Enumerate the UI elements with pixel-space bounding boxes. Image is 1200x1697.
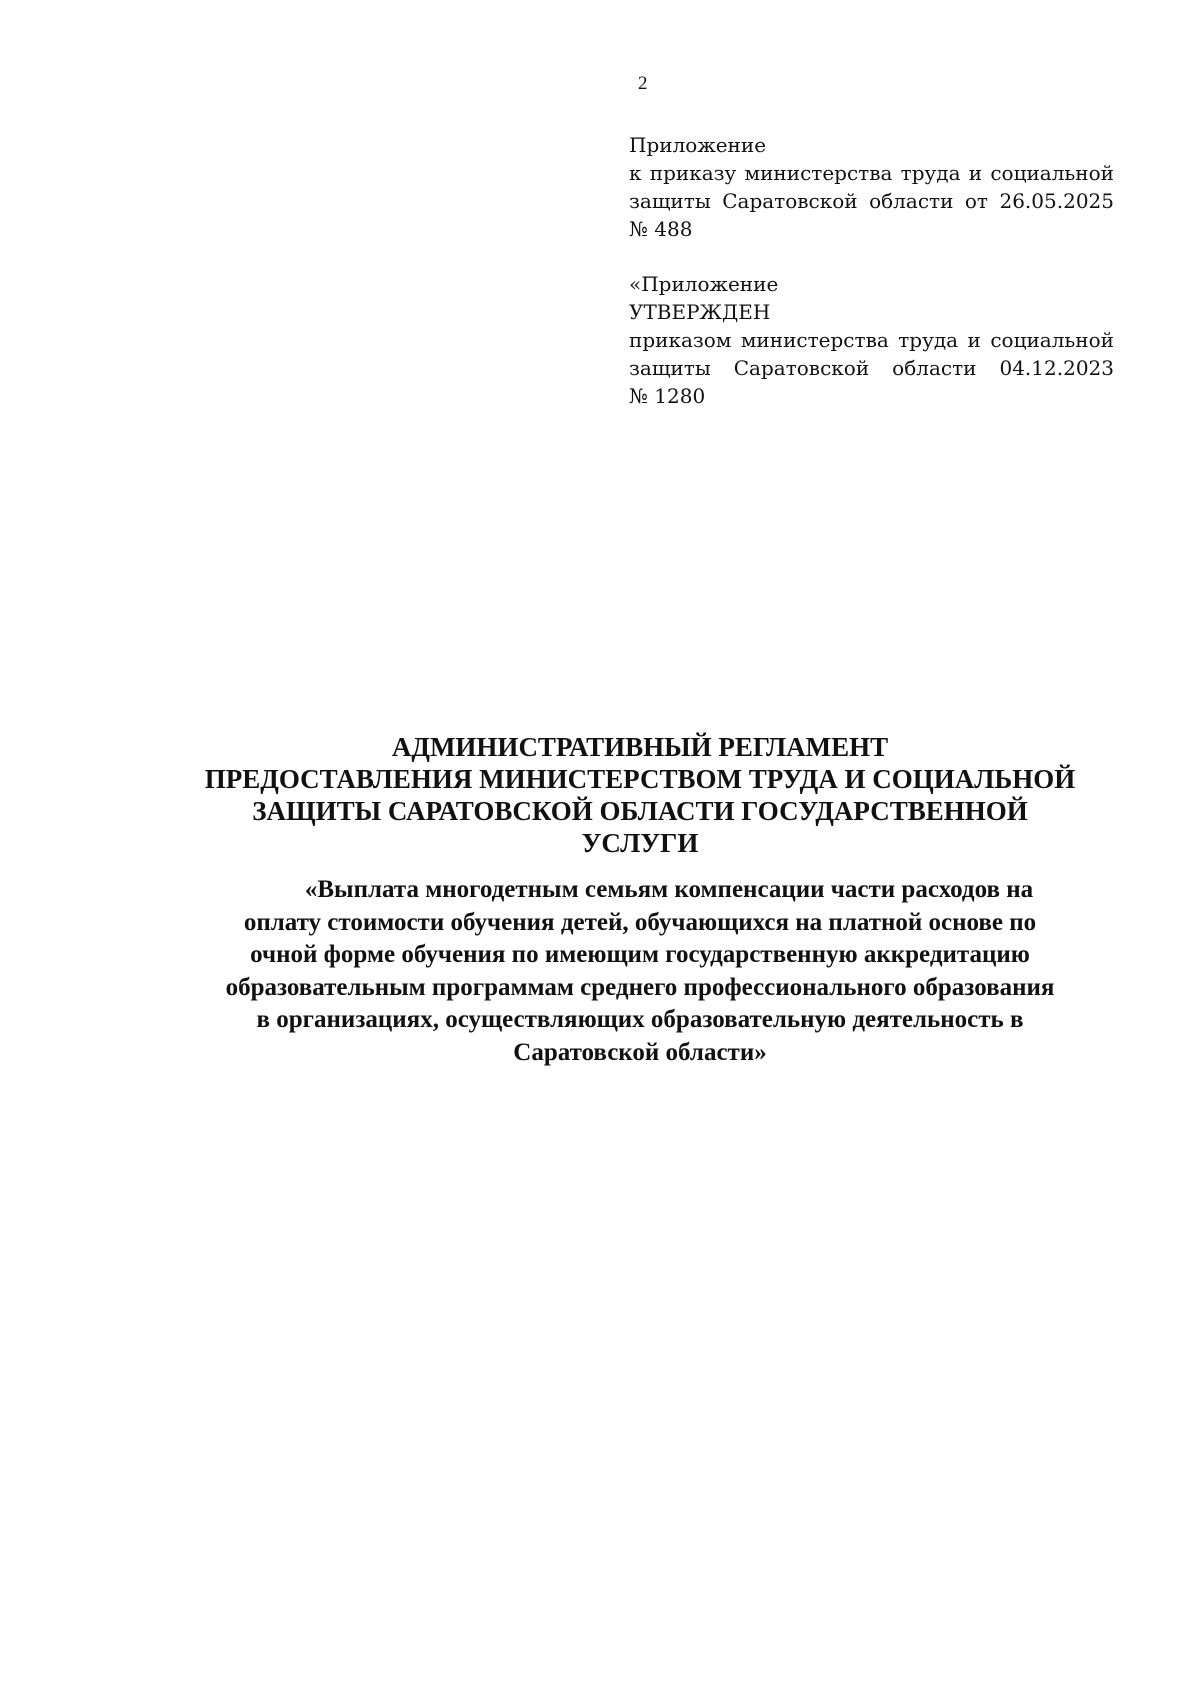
approval-order-line-1: приказом министерства труда и социальной bbox=[629, 328, 1114, 352]
appendix-order-number: № 488 bbox=[629, 217, 693, 241]
appendix-reference bbox=[629, 131, 1114, 243]
service-name-line-6: Саратовской области» bbox=[513, 1038, 767, 1066]
service-name-line-5: в организациях, осуществляющих образовательную деятельность в bbox=[256, 1006, 1024, 1033]
service-name-line-1: «Выплата многодетным семьям компенсации части расходов на bbox=[304, 876, 1034, 903]
title-line-2: ПРЕДОСТАВЛЕНИЯ МИНИСТЕРСТВОМ ТРУДА И СОЦИАЛЬНОЙ bbox=[204, 764, 1076, 794]
approval-reference bbox=[629, 270, 1114, 410]
title-line-3: ЗАЩИТЫ САРАТОВСКОЙ ОБЛАСТИ ГОСУДАРСТВЕННОЙ bbox=[252, 796, 1028, 826]
service-name-line-2: оплату стоимости обучения детей, обучающихся на платной основе по bbox=[243, 908, 1037, 936]
appendix-order-line-2: защиты Саратовской области от 26.05.2025 bbox=[629, 189, 1114, 213]
page-number: 2 bbox=[638, 73, 648, 94]
document-title bbox=[160, 731, 1120, 859]
service-name bbox=[160, 874, 1120, 1069]
title-line-1: АДМИНИСТРАТИВНЫЙ РЕГЛАМЕНТ bbox=[391, 732, 889, 762]
service-name-line-3: очной форме обучения по имеющим государственную аккредитацию bbox=[250, 941, 1030, 968]
approval-order-number: № 1280 bbox=[629, 384, 706, 408]
appendix-label: Приложение bbox=[629, 133, 767, 157]
service-name-line-4: образовательным программам среднего профессионального образования bbox=[225, 973, 1055, 1001]
approval-order-line-2: защиты Саратовской области 04.12.2023 bbox=[629, 356, 1114, 380]
title-line-4: УСЛУГИ bbox=[581, 828, 699, 858]
approval-appendix-label: «Приложение bbox=[629, 272, 779, 296]
approval-status: УТВЕРЖДЕН bbox=[629, 300, 771, 324]
appendix-order-line-1: к приказу министерства труда и социальной bbox=[629, 161, 1114, 185]
